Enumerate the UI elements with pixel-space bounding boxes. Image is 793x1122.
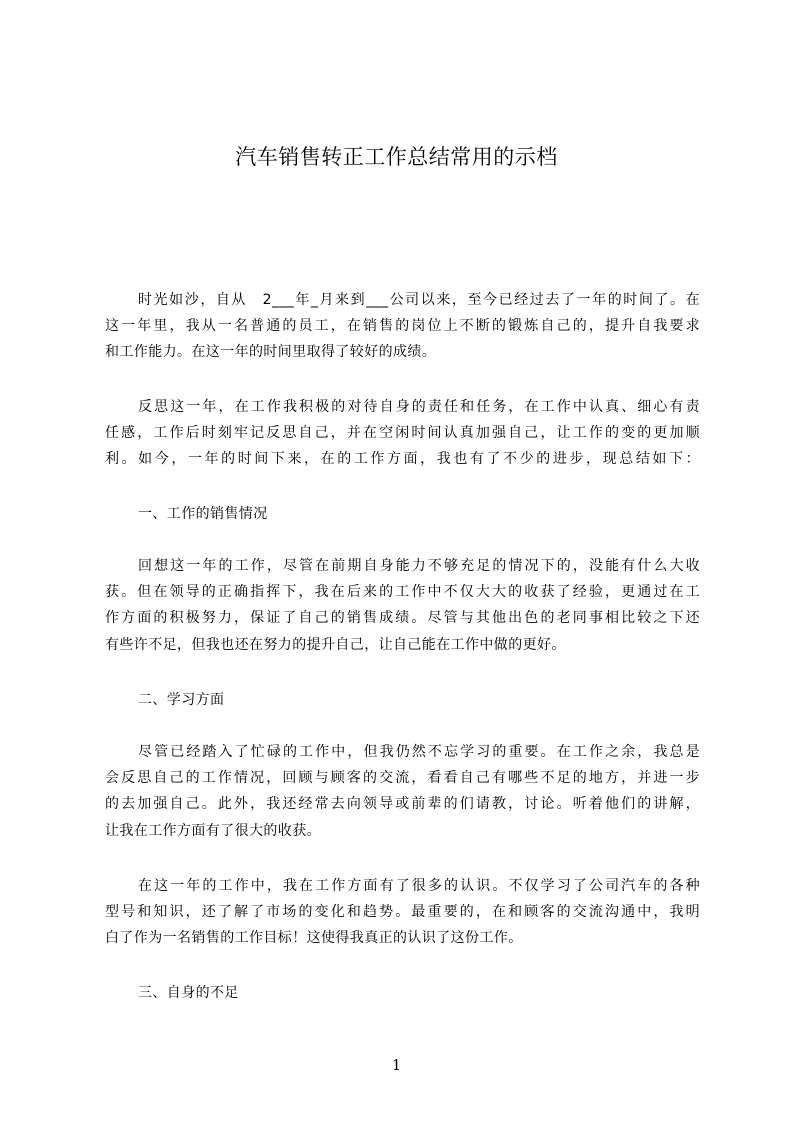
paragraph-4-line-1: 尽管已经踏入了忙碌的工作中，但我仍然不忘学习的重要。在工作之余，我总是	[138, 744, 700, 760]
paragraph-4-line-3: 的去加强自己。此外，我还经常去向领导或前辈的们请教，讨论。听着他们的讲解，	[105, 796, 700, 812]
paragraph-3-line-4: 有些许不足，但我也还在努力的提升自己，让自己能在工作中做的更好。	[105, 637, 566, 653]
paragraph-3-line-3: 作方面的积极努力，保证了自己的销售成绩。尽管与其他出色的老同事相比较之下还	[105, 610, 700, 626]
paragraph-5-line-3: 白了作为一名销售的工作目标！这使得我真正的认识了这份工作。	[105, 930, 523, 946]
paragraph-2-line-2: 任感，工作后时刻牢记反思自己，并在空闲时间认真加强自己，让工作的变的更加顺	[105, 425, 700, 441]
page-number: 1	[391, 1056, 402, 1074]
paragraph-4-line-2: 会反思自己的工作情况，回顾与顾客的交流，看看自己有哪些不足的地方，并进一步	[105, 770, 700, 786]
paragraph-2-line-1: 反思这一年，在工作我积极的对待自身的责任和任务，在工作中认真、细心有责	[138, 399, 700, 415]
paragraph-3-line-2: 获。但在领导的正确指挥下，我在后来的工作中不仅大大的收获了经验，更通过在工	[105, 584, 700, 600]
section-heading-learning: 二、学习方面	[138, 692, 225, 708]
paragraph-5-line-2: 型号和知识，还了解了市场的变化和趋势。最重要的，在和顾客的交流沟通中，我明	[105, 904, 700, 920]
section-heading-shortcomings: 三、自身的不足	[138, 985, 239, 1001]
paragraph-5-line-1: 在这一年的工作中，我在工作方面有了很多的认识。不仅学习了公司汽车的各种	[138, 878, 700, 894]
paragraph-1-line-3: 和工作能力。在这一年的时间里取得了较好的成绩。	[105, 344, 437, 360]
paragraph-3-line-1: 回想这一年的工作，尽管在前期自身能力不够充足的情况下的，没能有什么大收	[138, 558, 700, 574]
paragraph-1-line-2: 这一年里，我从一名普通的员工，在销售的岗位上不断的锻炼自己的，提升自我要求	[105, 318, 700, 334]
paragraph-4-line-4: 让我在工作方面有了很大的收获。	[105, 823, 321, 839]
paragraph-1-line-1: 时光如沙，自从 2___年_月来到___公司以来，至今已经过去了一年的时间了。在	[138, 292, 700, 308]
section-heading-work-sales: 一、工作的销售情况	[138, 506, 268, 522]
paragraph-2-line-3: 利。如今，一年的时间下来，在的工作方面，我也有了不少的进步，现总结如下：	[105, 451, 700, 467]
document-title: 汽车销售转正工作总结常用的示档	[235, 145, 558, 169]
